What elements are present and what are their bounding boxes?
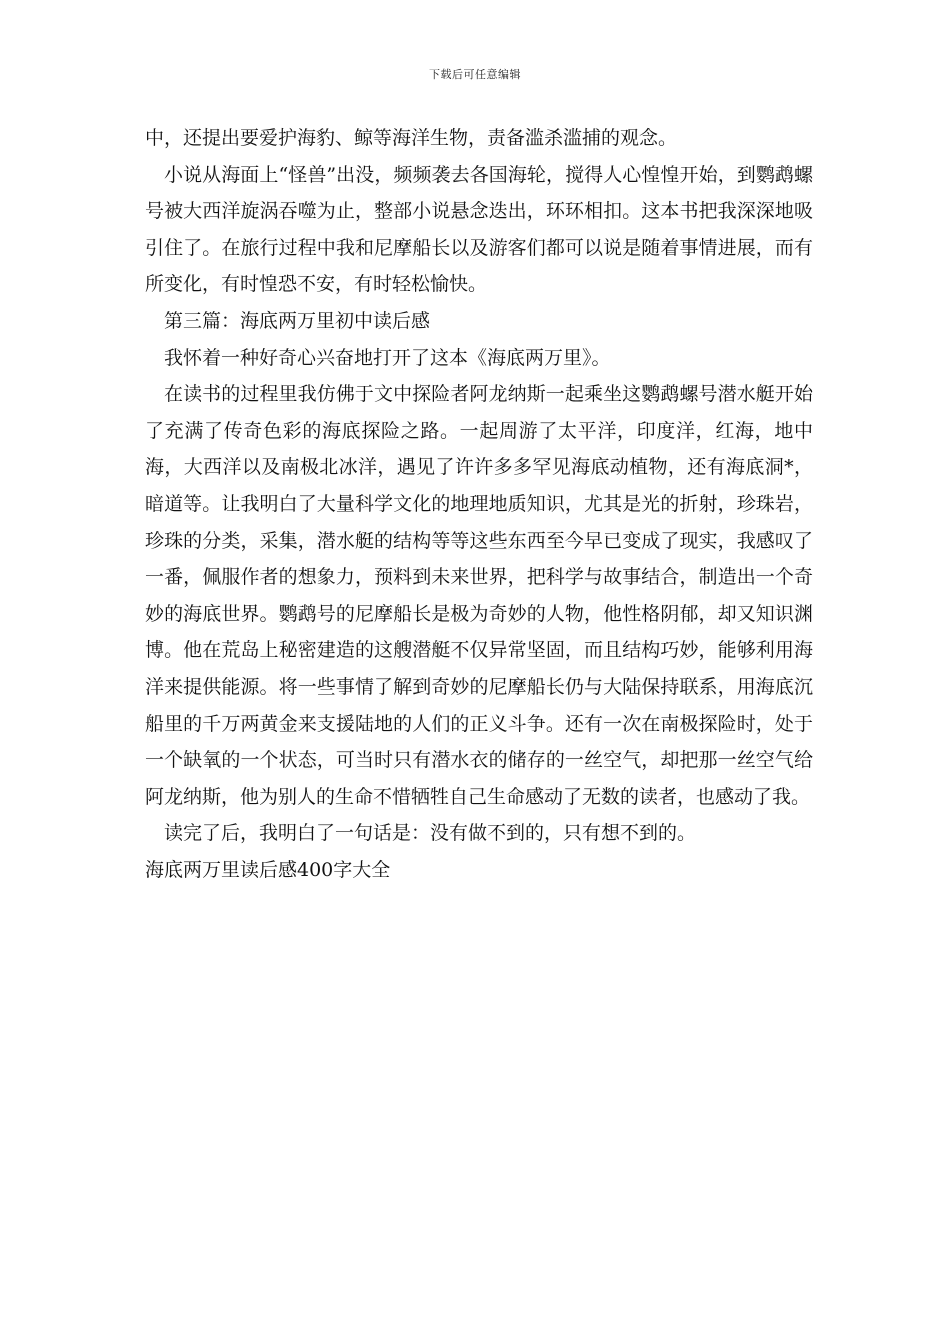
paragraph-continuation: 中，还提出要爱护海豹、鲸等海洋生物，责备滥杀滥捕的观念。 (145, 127, 678, 149)
document-body (145, 120, 813, 888)
paragraph-story-summary: 小说从海面上“怪兽”出没，频频袭去各国海轮，搅得人心惶惶开始，到鹦鹉螺号被大西洋旋涡吞噬为止，整部小说悬念迭出，环环相扣。这本书把我深深地吸引住了。在旅行过程中我和尼摩船长以及游客们都可以说是随着事情进展，而有所变化，有时惶恐不安，有时轻松愉快。 (145, 163, 813, 296)
paragraph-intro: 我怀着一种好奇心兴奋地打开了这本《海底两万里》。 (164, 346, 611, 369)
section-heading: 第三篇：海底两万里初中读后感 (164, 309, 431, 332)
page-header: 下载后可任意编辑 (429, 68, 521, 81)
paragraph-reading-experience: 在读书的过程里我仿佛于文中探险者阿龙纳斯一起乘坐这鹦鹉螺号潜水艇开始了充满了传奇色彩的海底探险之路。一起周游了太平洋，印度洋，红海，地中海，大西洋以及南极北冰洋，遇见了许许多多罕见海底动植物，还有海底洞*，暗道等。让我明白了大量科学文化的地理地质知识，尤其是光的折射，珍珠岩，珍珠的分类，采集，潜水艇的结构等等这些东西至今早已变成了现实，我感叹了一番，佩服作者的想象力，预料到未来世界，把科学与故事结合，制造出一个奇妙的海底世界。鹦鹉号的尼摩船长是极为奇妙的人物，他性格阴郁，却又知识渊博。他在荒岛上秘密建造的这艘潜艇不仅异常坚固，而且结构巧妙，能够利用海洋来提供能源。将一些事情了解到奇妙的尼摩船长仍与大陆保持联系，用海底沉船里的千万两黄金来支援陆地的人们的正义斗争。还有一次在南极探险时，处于一个缺氧的一个状态，可当时只有潜水衣的储存的一丝空气，却把那一丝空气给阿龙纳斯，他为别人的生命不惜牺牲自己生命感动了无数的读者，也感动了我。 (145, 383, 813, 808)
paragraph-conclusion: 读完了后，我明白了一句话是：没有做不到的，只有想不到的。 (164, 822, 697, 845)
next-title: 海底两万里读后感400字大全 (145, 858, 391, 881)
